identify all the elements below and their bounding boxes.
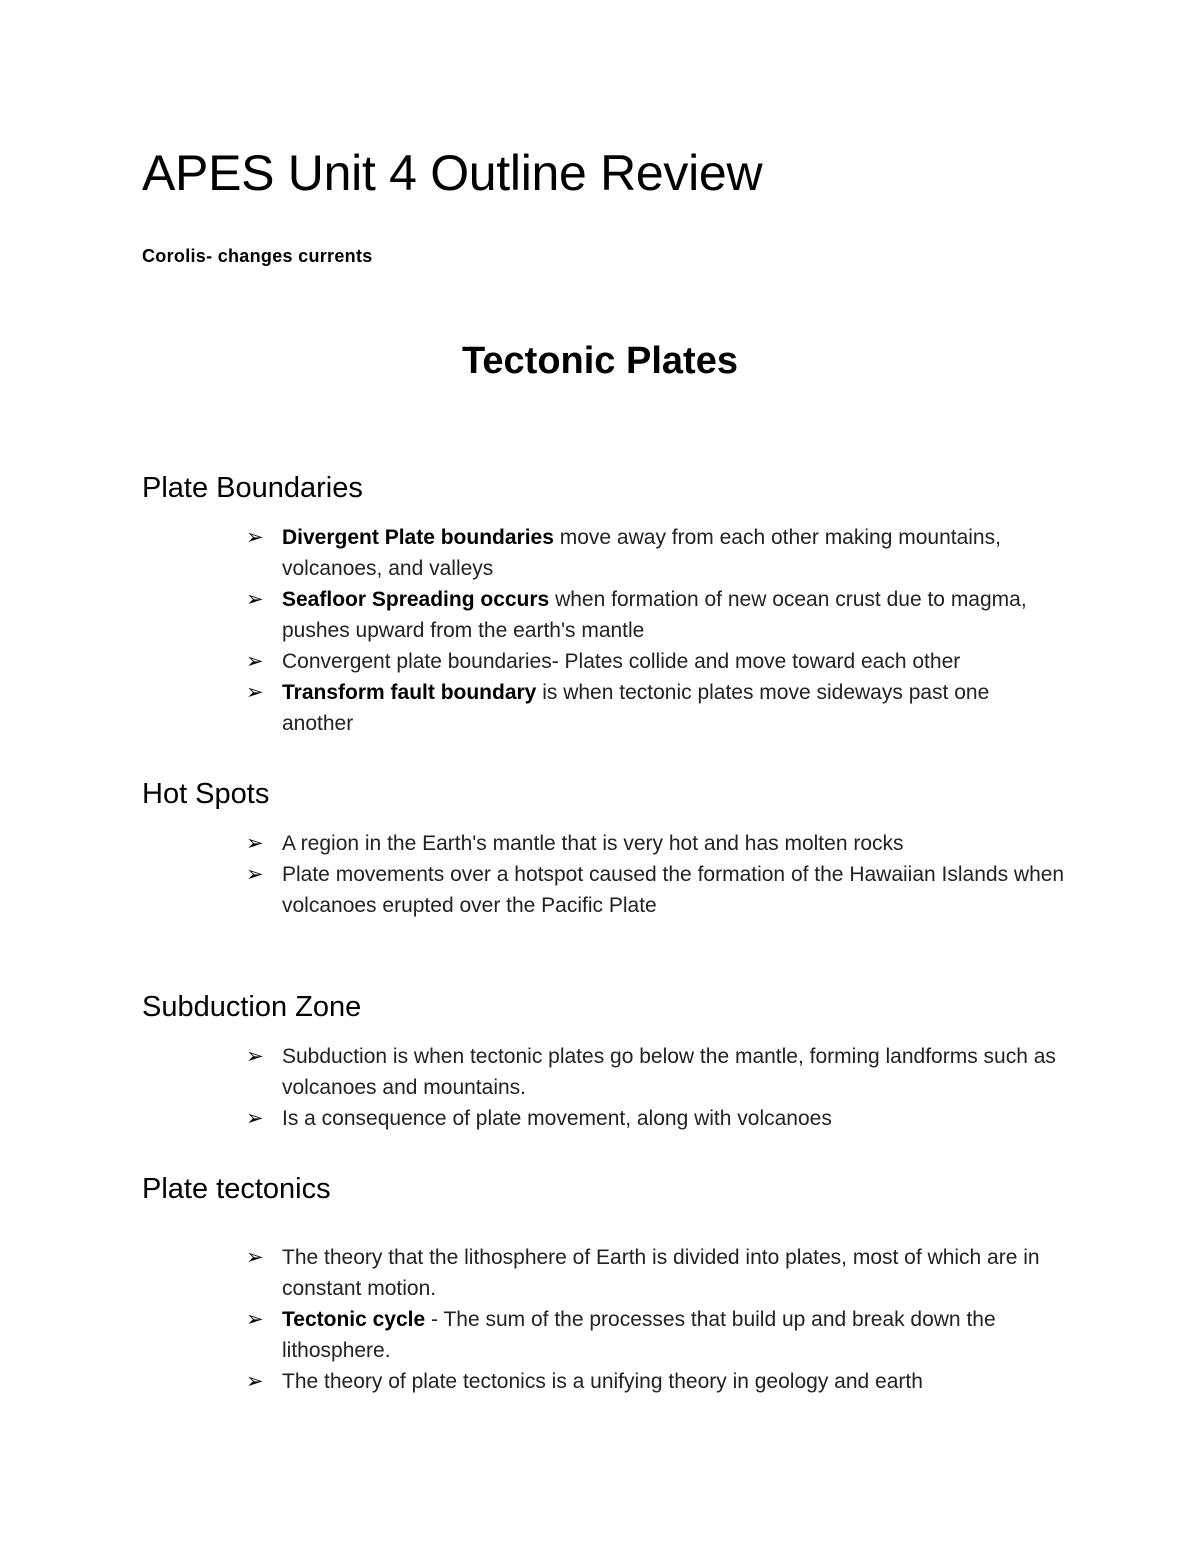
- list-item: [246, 1103, 1066, 1134]
- heading-plate-tectonics: Plate tectonics: [142, 1173, 331, 1205]
- heading-plate-boundaries: Plate Boundaries: [142, 472, 363, 504]
- definition: when formation of new ocean crust due to magma, pushes upward from the earth's mantle: [282, 588, 1027, 642]
- list-item: [246, 677, 1066, 739]
- definition: Plate movements over a hotspot caused the formation of the Hawaiian Islands when volcanoes erupted over the Pacific Plate: [282, 863, 1065, 917]
- definition: Convergent plate boundaries- Plates collide and move toward each other: [282, 650, 961, 673]
- arrowhead-bullet-icon: ➢: [246, 650, 264, 673]
- list-item: [246, 1242, 1066, 1304]
- definition: The theory that the lithosphere of Earth is divided into plates, most of which are in constant motion.: [282, 1246, 1040, 1300]
- arrowhead-bullet-icon: ➢: [246, 1308, 264, 1331]
- arrowhead-bullet-icon: ➢: [246, 1045, 264, 1068]
- arrowhead-bullet-icon: ➢: [246, 832, 264, 855]
- list-plate-tectonics: [246, 1242, 1066, 1397]
- list-hot-spots: [246, 828, 1066, 921]
- definition: Subduction is when tectonic plates go below the mantle, forming landforms such as volcanoes and mountains.: [282, 1045, 1056, 1099]
- arrowhead-bullet-icon: ➢: [246, 681, 264, 704]
- list-item: [246, 584, 1066, 646]
- list-item: [246, 646, 1066, 677]
- term: Transform fault boundary: [282, 681, 537, 704]
- arrowhead-bullet-icon: ➢: [246, 1370, 264, 1393]
- term: Tectonic cycle: [282, 1308, 426, 1331]
- term: Divergent Plate boundaries: [282, 526, 554, 549]
- section-title: Tectonic Plates: [462, 340, 738, 382]
- definition: A region in the Earth's mantle that is very hot and has molten rocks: [282, 832, 904, 855]
- coriolis-note: Corolis- changes currents: [142, 246, 373, 266]
- definition: move away from each other making mountains, volcanoes, and valleys: [282, 526, 1001, 580]
- arrowhead-bullet-icon: ➢: [246, 588, 264, 611]
- arrowhead-bullet-icon: ➢: [246, 1107, 264, 1130]
- page-title: APES Unit 4 Outline Review: [142, 145, 763, 201]
- arrowhead-bullet-icon: ➢: [246, 526, 264, 549]
- list-item: [246, 1366, 1066, 1397]
- list-item: [246, 1304, 1066, 1366]
- arrowhead-bullet-icon: ➢: [246, 1246, 264, 1269]
- definition: Is a consequence of plate movement, along with volcanoes: [282, 1107, 832, 1130]
- list-item: [246, 828, 1066, 859]
- definition: The theory of plate tectonics is a unifying theory in geology and earth: [282, 1370, 923, 1393]
- list-item: [246, 1041, 1066, 1103]
- list-plate-boundaries: [246, 522, 1066, 739]
- list-item: [246, 522, 1066, 584]
- heading-subduction-zone: Subduction Zone: [142, 991, 362, 1023]
- definition: is when tectonic plates move sideways past one another: [282, 681, 990, 735]
- list-item: [246, 859, 1066, 921]
- arrowhead-bullet-icon: ➢: [246, 863, 264, 886]
- list-subduction-zone: [246, 1041, 1066, 1134]
- term: Seafloor Spreading occurs: [282, 588, 550, 611]
- definition: - The sum of the processes that build up and break down the lithosphere.: [282, 1308, 996, 1362]
- heading-hot-spots: Hot Spots: [142, 778, 270, 810]
